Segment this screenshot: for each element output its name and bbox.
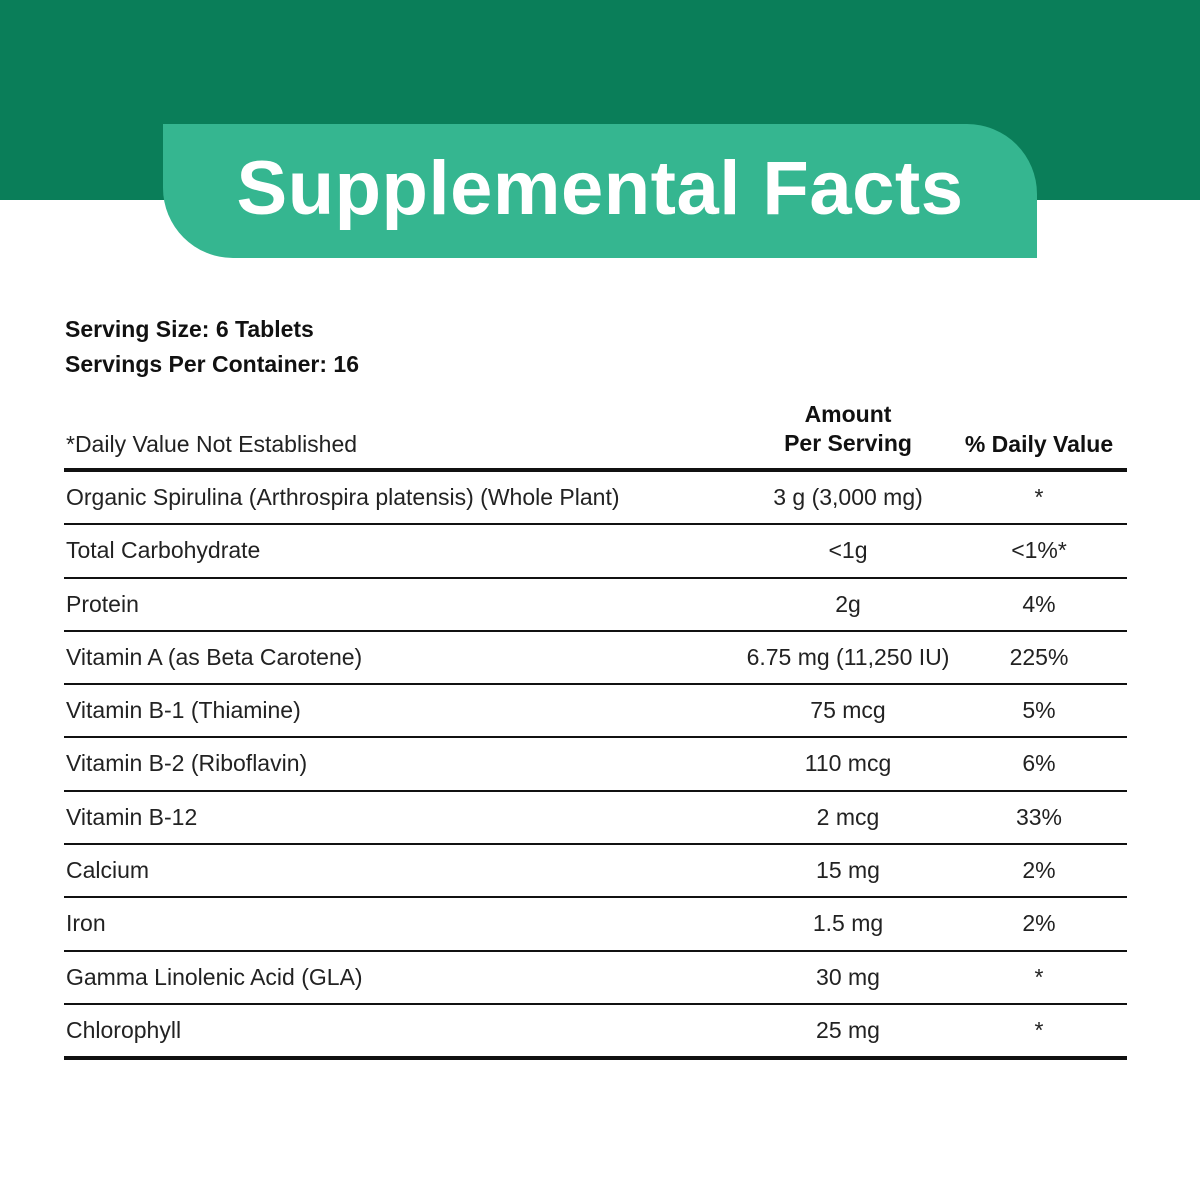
page-title: Supplemental Facts: [236, 145, 964, 231]
table-row: [64, 738, 1127, 791]
table-row: [64, 685, 1127, 738]
nutrient-name: Vitamin A (as Beta Carotene): [66, 643, 363, 670]
table-body: [64, 472, 1127, 1060]
nutrient-name: Gamma Linolenic Acid (GLA): [66, 963, 363, 990]
daily-value: *: [1034, 484, 1044, 510]
amount-per-serving: 3 g (3,000 mg): [773, 484, 923, 510]
amount-per-serving: 110 mcg: [804, 750, 892, 777]
daily-value-column-header: % Daily Value: [964, 431, 1114, 457]
table-row: [64, 845, 1127, 898]
table-row: [64, 579, 1127, 632]
daily-value: 225%: [1009, 643, 1069, 670]
serving-info: [65, 312, 359, 382]
title-banner: [163, 124, 1037, 258]
daily-value-note: *Daily Value Not Established: [66, 431, 358, 457]
table-row: [64, 632, 1127, 685]
daily-value: 2%: [1022, 857, 1056, 884]
daily-value: 4%: [1022, 590, 1056, 617]
nutrient-name: Calcium: [66, 857, 150, 884]
table-header: [64, 398, 1127, 472]
amount-per-serving: <1g: [828, 537, 868, 564]
nutrient-name: Vitamin B-2 (Riboflavin): [66, 750, 308, 777]
nutrient-name: Organic Spirulina (Arthrospira platensis) (Whole Plant): [66, 484, 620, 510]
servings-per-container: Servings Per Container: 16: [65, 351, 359, 377]
table-row: [64, 898, 1127, 951]
table-row: [64, 1005, 1127, 1060]
nutrient-name: Protein: [66, 590, 139, 617]
amount-per-serving: 30 mg: [816, 963, 880, 990]
daily-value: *: [1034, 1016, 1044, 1043]
amount-per-serving: 1.5 mg: [812, 910, 884, 937]
table-row: [64, 472, 1127, 525]
nutrient-name: Total Carbohydrate: [66, 537, 261, 564]
amount-per-serving: 75 mcg: [810, 697, 886, 724]
daily-value: 5%: [1022, 697, 1056, 724]
serving-size: Serving Size: 6 Tablets: [65, 316, 314, 342]
amount-header-line1: Amount: [804, 401, 892, 427]
facts-table: [64, 398, 1127, 1060]
amount-per-serving: 2 mcg: [816, 803, 880, 830]
daily-value: 33%: [1015, 803, 1063, 830]
daily-value: 2%: [1022, 910, 1056, 937]
daily-value: <1%*: [1011, 537, 1067, 564]
table-row: [64, 952, 1127, 1005]
amount-header-line2: Per Serving: [784, 430, 912, 456]
amount-per-serving: 25 mg: [816, 1016, 880, 1043]
amount-per-serving: 2g: [835, 590, 861, 617]
daily-value: 6%: [1022, 750, 1056, 777]
nutrient-name: Iron: [66, 910, 106, 937]
table-row: [64, 525, 1127, 578]
daily-value: *: [1034, 963, 1044, 990]
amount-per-serving: 15 mg: [816, 857, 880, 884]
amount-per-serving: 6.75 mg (11,250 IU): [746, 643, 950, 670]
nutrient-name: Vitamin B-12: [66, 803, 198, 830]
amount-column-header: [746, 400, 950, 458]
nutrient-name: Vitamin B-1 (Thiamine): [66, 697, 301, 724]
nutrient-name: Chlorophyll: [66, 1016, 182, 1043]
table-row: [64, 792, 1127, 845]
